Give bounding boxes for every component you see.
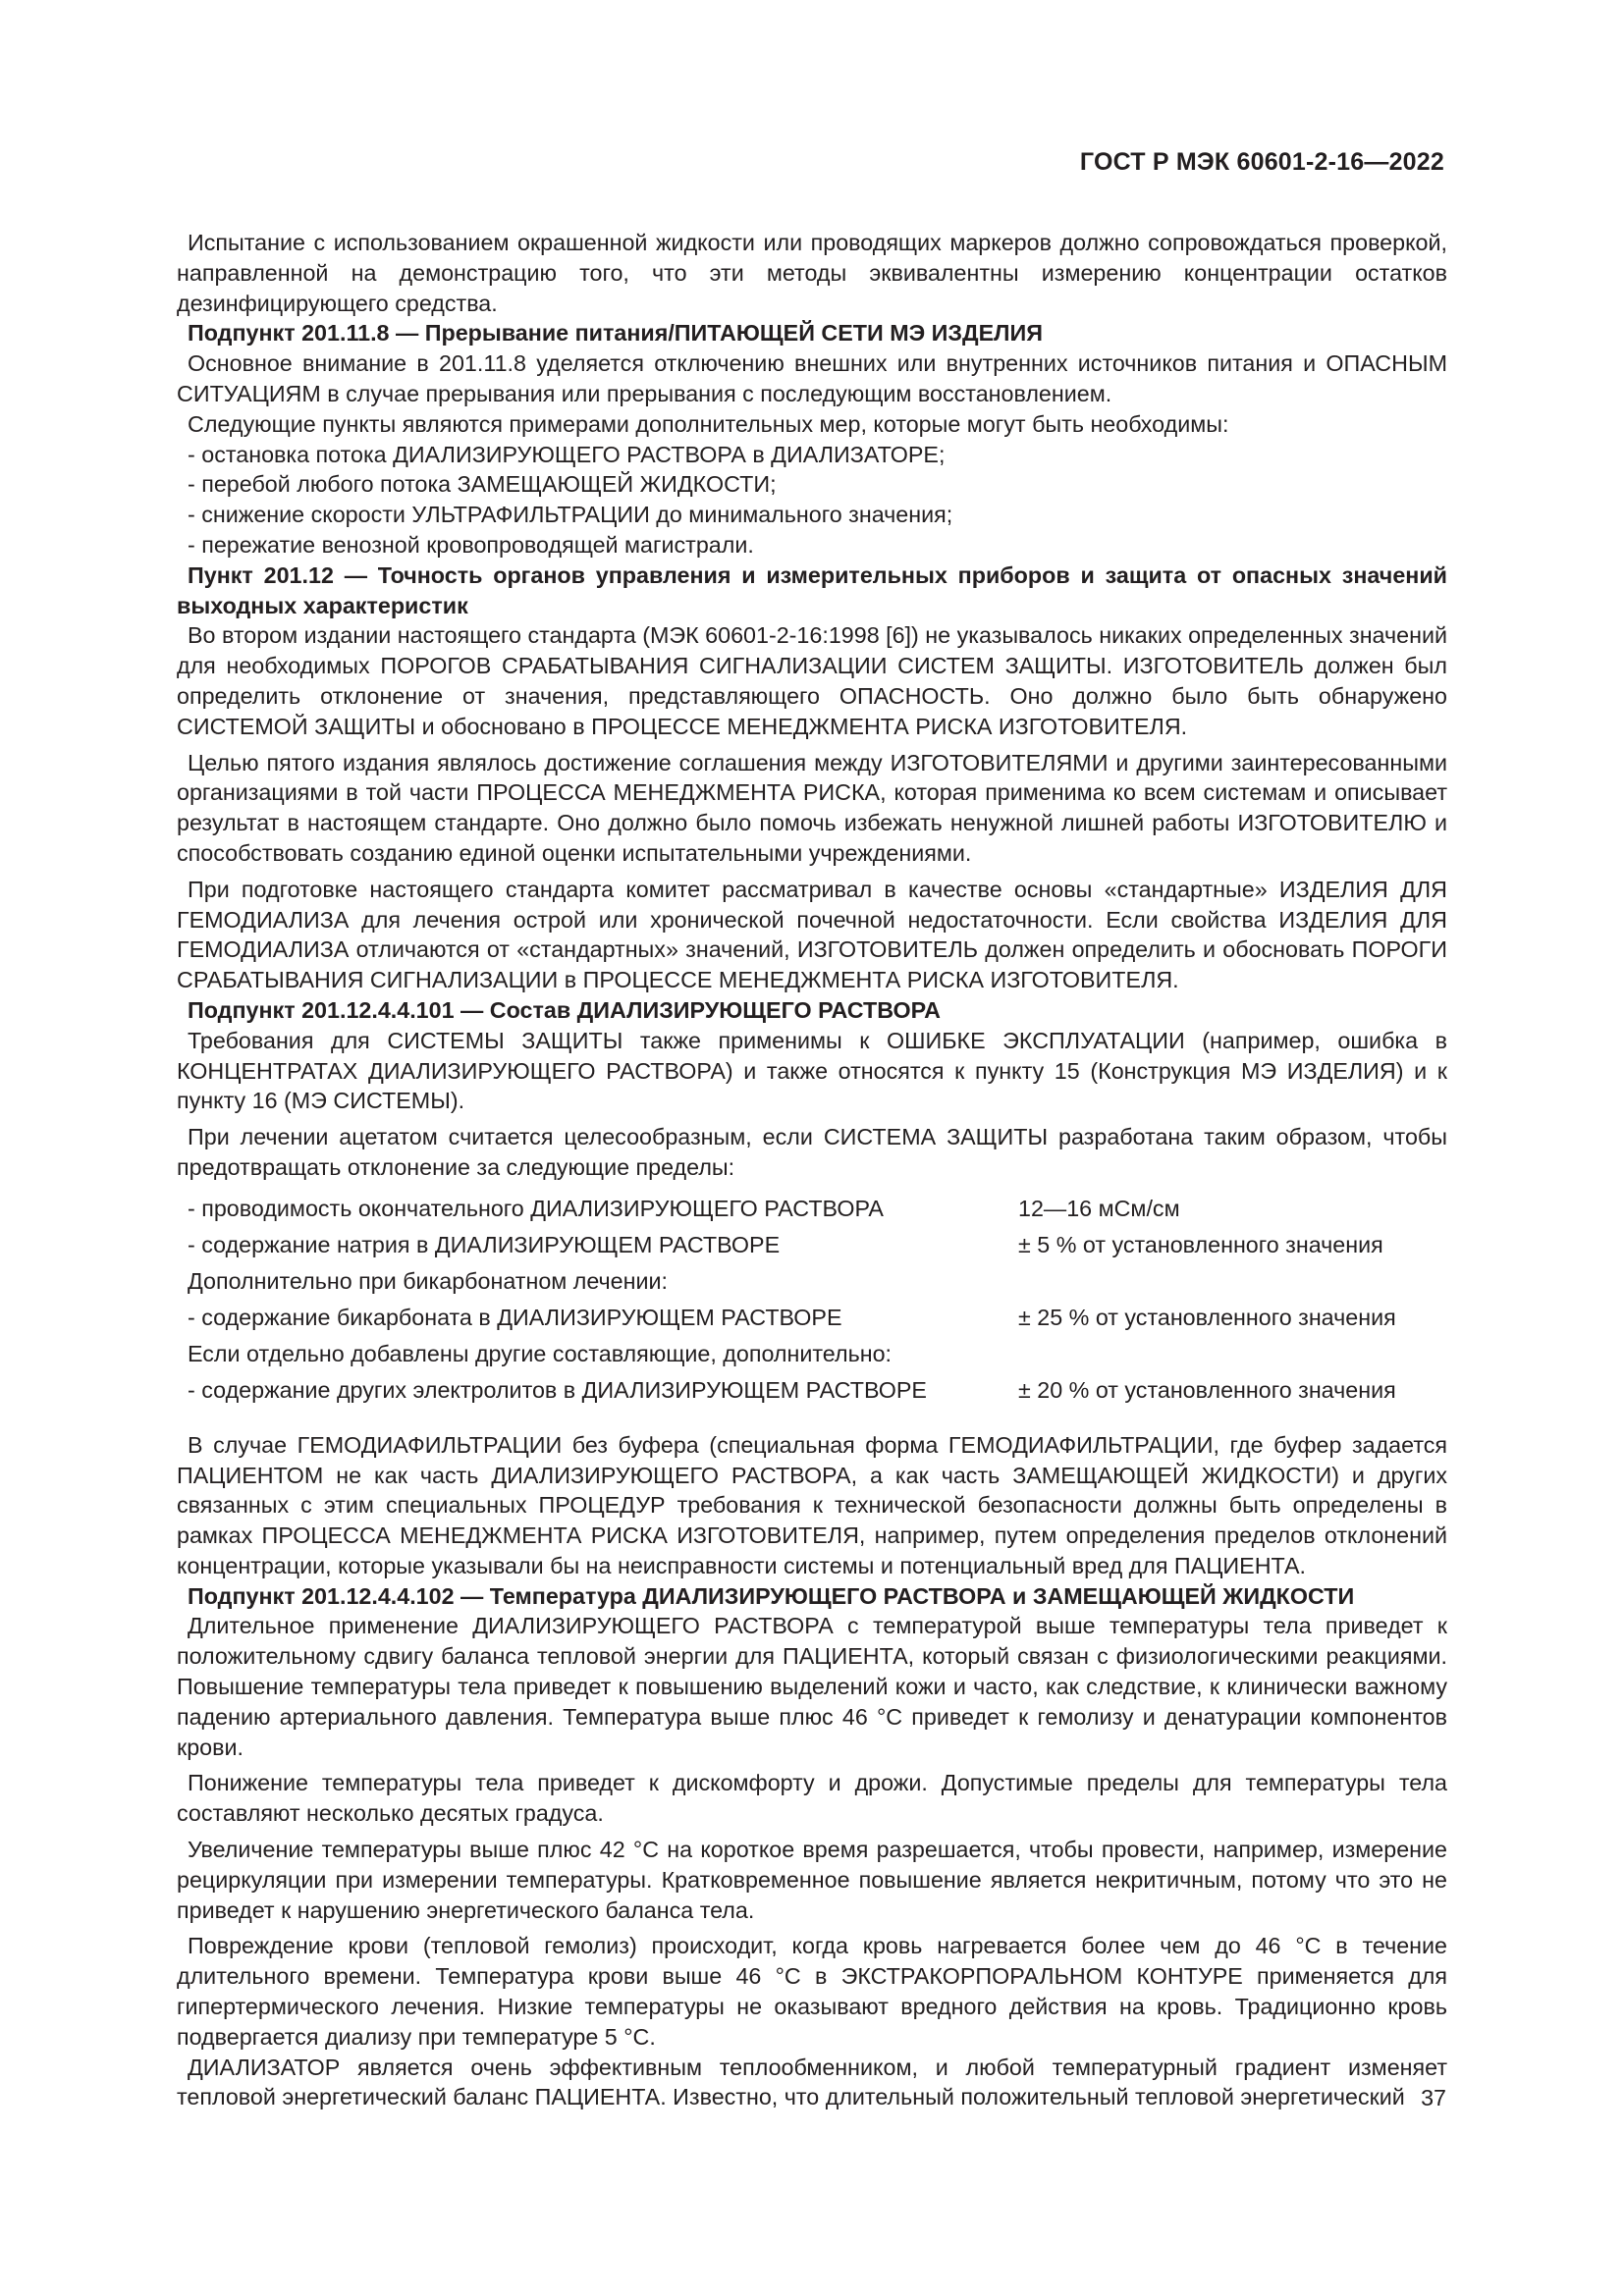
- document-header: ГОСТ Р МЭК 60601-2-16—2022: [1079, 148, 1444, 176]
- section-heading: Подпункт 201.12.4.4.101 — Состав ДИАЛИЗИРУЮЩЕГО РАСТВОРА: [188, 996, 941, 1023]
- table-row: [177, 1336, 1446, 1372]
- limit-parameter: - проводимость окончательного ДИАЛИЗИРУЮЩЕГО РАСТВОРА: [188, 1195, 884, 1221]
- paragraph: Во втором издании настоящего стандарта (МЭК 60601-2-16:1998 [6]) не указывалось никаких определенных значений для необходимых ПОРОГОВ СРАБАТЫВАНИЯ СИГНАЛИЗАЦИИ СИСТЕМ ЗАЩИТЫ. ИЗГОТОВИТЕЛЬ должен был определить отклонение от значения, представляющего ОПАСНОСТЬ. Оно должно было быть обнаружено СИСТЕМОЙ ЗАЩИТЫ и обосновано в ПРОЦЕССЕ МЕНЕДЖМЕНТА РИСКА ИЗГОТОВИТЕЛЯ.: [177, 622, 1447, 739]
- paragraph: Следующие пункты являются примерами дополнительных мер, которые могут быть необходимы:: [188, 410, 1229, 437]
- limit-note: Если отдельно добавлены другие составляющие, дополнительно:: [188, 1340, 893, 1366]
- paragraph: Основное внимание в 201.11.8 уделяется отключению внешних или внутренних источников питания и ОПАСНЫМ СИТУАЦИЯМ в случае прерывания или прерывания с последующим восстановлением.: [177, 350, 1447, 406]
- page-number: 37: [1421, 2085, 1446, 2110]
- limit-note: Дополнительно при бикарбонатном лечении:: [188, 1267, 669, 1294]
- section-heading: Пункт 201.12 — Точность органов управления и измерительных приборов и защита от опасных значений выходных характеристик: [177, 561, 1447, 618]
- limit-parameter: - содержание других электролитов в ДИАЛИЗИРУЮЩЕМ РАСТВОРЕ: [188, 1376, 927, 1403]
- paragraph: Повреждение крови (тепловой гемолиз) происходит, когда кровь нагревается более чем до 46 °С в течение длительного времени. Температура крови выше 46 °С в ЭКСТРАКОРПОРАЛЬНОМ КОНТУРЕ применяется для гипертермического лечения. Низкие температуры не оказывают вредного действия на кровь. Традиционно кровь подвергается диализу при температуре 5 °С.: [177, 1933, 1447, 2050]
- limit-value: ± 5 % от установленного значения: [1018, 1231, 1383, 1257]
- limit-parameter: - содержание натрия в ДИАЛИЗИРУЮЩЕМ РАСТВОРЕ: [188, 1231, 781, 1257]
- limit-value: ± 25 % от установленного значения: [1018, 1304, 1396, 1330]
- paragraph: Испытание с использованием окрашенной жидкости или проводящих маркеров должно сопровождаться проверкой, направленной на демонстрацию того, что эти методы эквивалентны измерению концентрации остатков дезинфицирующего средства.: [177, 230, 1447, 316]
- limit-parameter: - содержание бикарбоната в ДИАЛИЗИРУЮЩЕМ РАСТВОРЕ: [188, 1304, 842, 1330]
- limit-value: 12—16 мСм/см: [1018, 1195, 1180, 1221]
- table-row: [177, 1263, 1446, 1300]
- paragraph: ДИАЛИЗАТОР является очень эффективным теплообменником, и любой температурный градиент изменяет тепловой энергетический баланс ПАЦИЕНТА. Известно, что длительный положительный тепловой энергетический: [177, 2054, 1447, 2110]
- paragraph: При лечении ацетатом считается целесообразным, если СИСТЕМА ЗАЩИТЫ разработана таким образом, чтобы предотвращать отклонение за следующие пределы:: [177, 1124, 1447, 1180]
- paragraph: При подготовке настоящего стандарта комитет рассматривал в качестве основы «стандартные» ИЗДЕЛИЯ ДЛЯ ГЕМОДИАЛИЗА для лечения острой или хронической почечной недостаточности. Если свойства ИЗДЕЛИЯ ДЛЯ ГЕМОДИАЛИЗА отличаются от «стандартных» значений, ИЗГОТОВИТЕЛЬ должен определить и обосновать ПОРОГИ СРАБАТЫВАНИЯ СИГНАЛИЗАЦИИ в ПРОЦЕССЕ МЕНЕДЖМЕНТА РИСКА ИЗГОТОВИТЕЛЯ.: [177, 876, 1447, 993]
- document-body: [177, 228, 1447, 2112]
- list-item: - перебой любого потока ЗАМЕЩАЮЩЕЙ ЖИДКОСТИ;: [177, 469, 1447, 500]
- limits-table: [177, 1191, 1446, 1409]
- section-heading: Подпункт 201.12.4.4.102 — Температура ДИАЛИЗИРУЮЩЕГО РАСТВОРА и ЗАМЕЩАЮЩЕЙ ЖИДКОСТИ: [188, 1582, 1355, 1609]
- table-row: [177, 1372, 1446, 1409]
- section-heading: Подпункт 201.11.8 — Прерывание питания/ПИТАЮЩЕЙ СЕТИ МЭ ИЗДЕЛИЯ: [188, 320, 1043, 347]
- table-row: [177, 1300, 1446, 1336]
- list-item: - пережатие венозной кровопроводящей магистрали.: [177, 530, 1447, 561]
- paragraph: Требования для СИСТЕМЫ ЗАЩИТЫ также применимы к ОШИБКЕ ЭКСПЛУАТАЦИИ (например, ошибка в КОНЦЕНТРАТАХ ДИАЛИЗИРУЮЩЕГО РАСТВОРА) и также относятся к пункту 15 (Конструкция МЭ ИЗДЕЛИЯ) и к пункту 16 (МЭ СИСТЕМЫ).: [177, 1027, 1447, 1114]
- list-item: - снижение скорости УЛЬТРАФИЛЬТРАЦИИ до минимального значения;: [177, 500, 1447, 530]
- limit-value: ± 20 % от установленного значения: [1018, 1376, 1396, 1403]
- table-row: [177, 1191, 1446, 1227]
- paragraph: Понижение температуры тела приведет к дискомфорту и дрожи. Допустимые пределы для температуры тела составляют несколько десятых градуса.: [177, 1770, 1447, 1827]
- paragraph: Увеличение температуры выше плюс 42 °С на короткое время разрешается, чтобы провести, например, измерение рециркуляции при измерении температуры. Кратковременное повышение является некритичным, потому что это не приведет к нарушению энергетического баланса тела.: [177, 1837, 1447, 1923]
- paragraph: Целью пятого издания являлось достижение соглашения между ИЗГОТОВИТЕЛЯМИ и другими заинтересованными организациями в той части ПРОЦЕССА МЕНЕДЖМЕНТА РИСКА, которая применима ко всем системам и описывает результат в настоящем стандарте. Оно должно было помочь избежать ненужной лишней работы ИЗГОТОВИТЕЛЮ и способствовать созданию единой оценки испытательными учреждениями.: [177, 749, 1447, 866]
- paragraph: В случае ГЕМОДИАФИЛЬТРАЦИИ без буфера (специальная форма ГЕМОДИАФИЛЬТРАЦИИ, где буфер задается ПАЦИЕНТОМ не как часть ДИАЛИЗИРУЮЩЕГО РАСТВОРА, а как часть ЗАМЕЩАЮЩЕЙ ЖИДКОСТИ) и других связанных с этим специальных ПРОЦЕДУР требования к технической безопасности должны быть определены в рамках ПРОЦЕССА МЕНЕДЖМЕНТА РИСКА ИЗГОТОВИТЕЛЯ, например, путем определения пределов отклонений концентрации, которые указывали бы на неисправности системы и потенциальный вред для ПАЦИЕНТА.: [177, 1431, 1447, 1578]
- list-item: - остановка потока ДИАЛИЗИРУЮЩЕГО РАСТВОРА в ДИАЛИЗАТОРЕ;: [177, 440, 1447, 470]
- table-row: [177, 1227, 1446, 1263]
- paragraph: Длительное применение ДИАЛИЗИРУЮЩЕГО РАСТВОРА с температурой выше температуры тела приведет к положительному сдвигу баланса тепловой энергии для ПАЦИЕНТА, который связан с физиологическими реакциями. Повышение температуры тела приведет к повышению выделений кожи и часто, как следствие, к клинически важному падению артериального давления. Температура выше плюс 46 °С приведет к гемолизу и денатурации компонентов крови.: [177, 1613, 1447, 1760]
